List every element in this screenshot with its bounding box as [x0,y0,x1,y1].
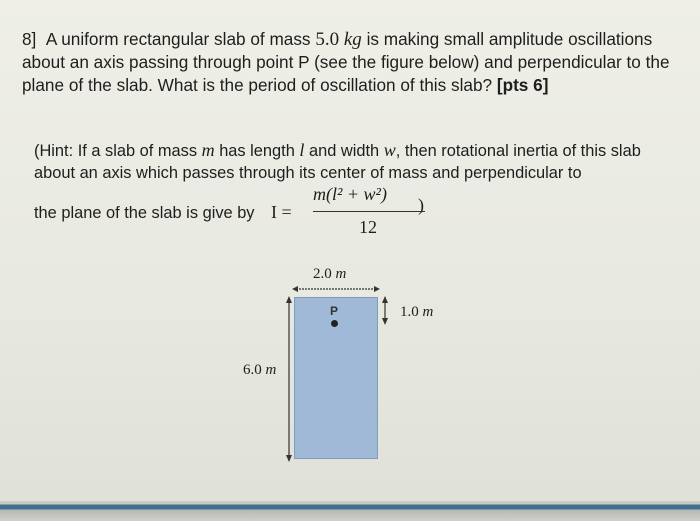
width-dimension-arrow [292,284,382,294]
hint-l: l [299,140,305,160]
hint-part2: has length [219,142,295,160]
hint-w: w [383,140,396,160]
formula-prefix: the plane of the slab is give by [34,204,255,222]
formula-numerator: m(l² + w²) [313,184,387,204]
p-distance-arrow [379,296,391,326]
mass-value: 5.0 [315,29,340,50]
p-distance-label: 1.0 m [400,304,434,320]
height-label: 6.0 m [243,362,277,378]
question-number: 8] [22,29,37,49]
question-text-part1: A uniform rectangular slab of mass [45,29,311,49]
mass-unit: kg [343,29,362,50]
hint-part3: and width [308,142,380,160]
formula-close-paren: ) [418,195,424,215]
hint-m: m [201,140,215,160]
bottom-border [0,501,700,521]
pivot-point-dot [331,320,338,327]
fraction-bar [313,211,425,212]
formula-line [34,184,494,244]
points-label: [pts 6] [496,75,549,95]
question-text [22,28,682,97]
point-p-label: P [330,304,339,318]
width-label [313,266,346,283]
formula-denominator: 12 [359,217,377,237]
hint-part4: , then rotational inertia of this slab about an axis which passes through its center of mass and perpendicular to [34,142,641,182]
hint-part1: (Hint: If a slab of mass [34,142,198,160]
hint-text [34,139,674,184]
question-text-part2: is making small amplitude oscillations about an axis passing through point P (see the figure below) and perpendicular to the plane of the slab. What is the period of oscillation of this slab? [22,29,670,95]
height-dimension-arrow [283,296,295,464]
formula-lhs: I = [271,202,292,222]
width-label-text: 2.0 m [313,266,347,282]
